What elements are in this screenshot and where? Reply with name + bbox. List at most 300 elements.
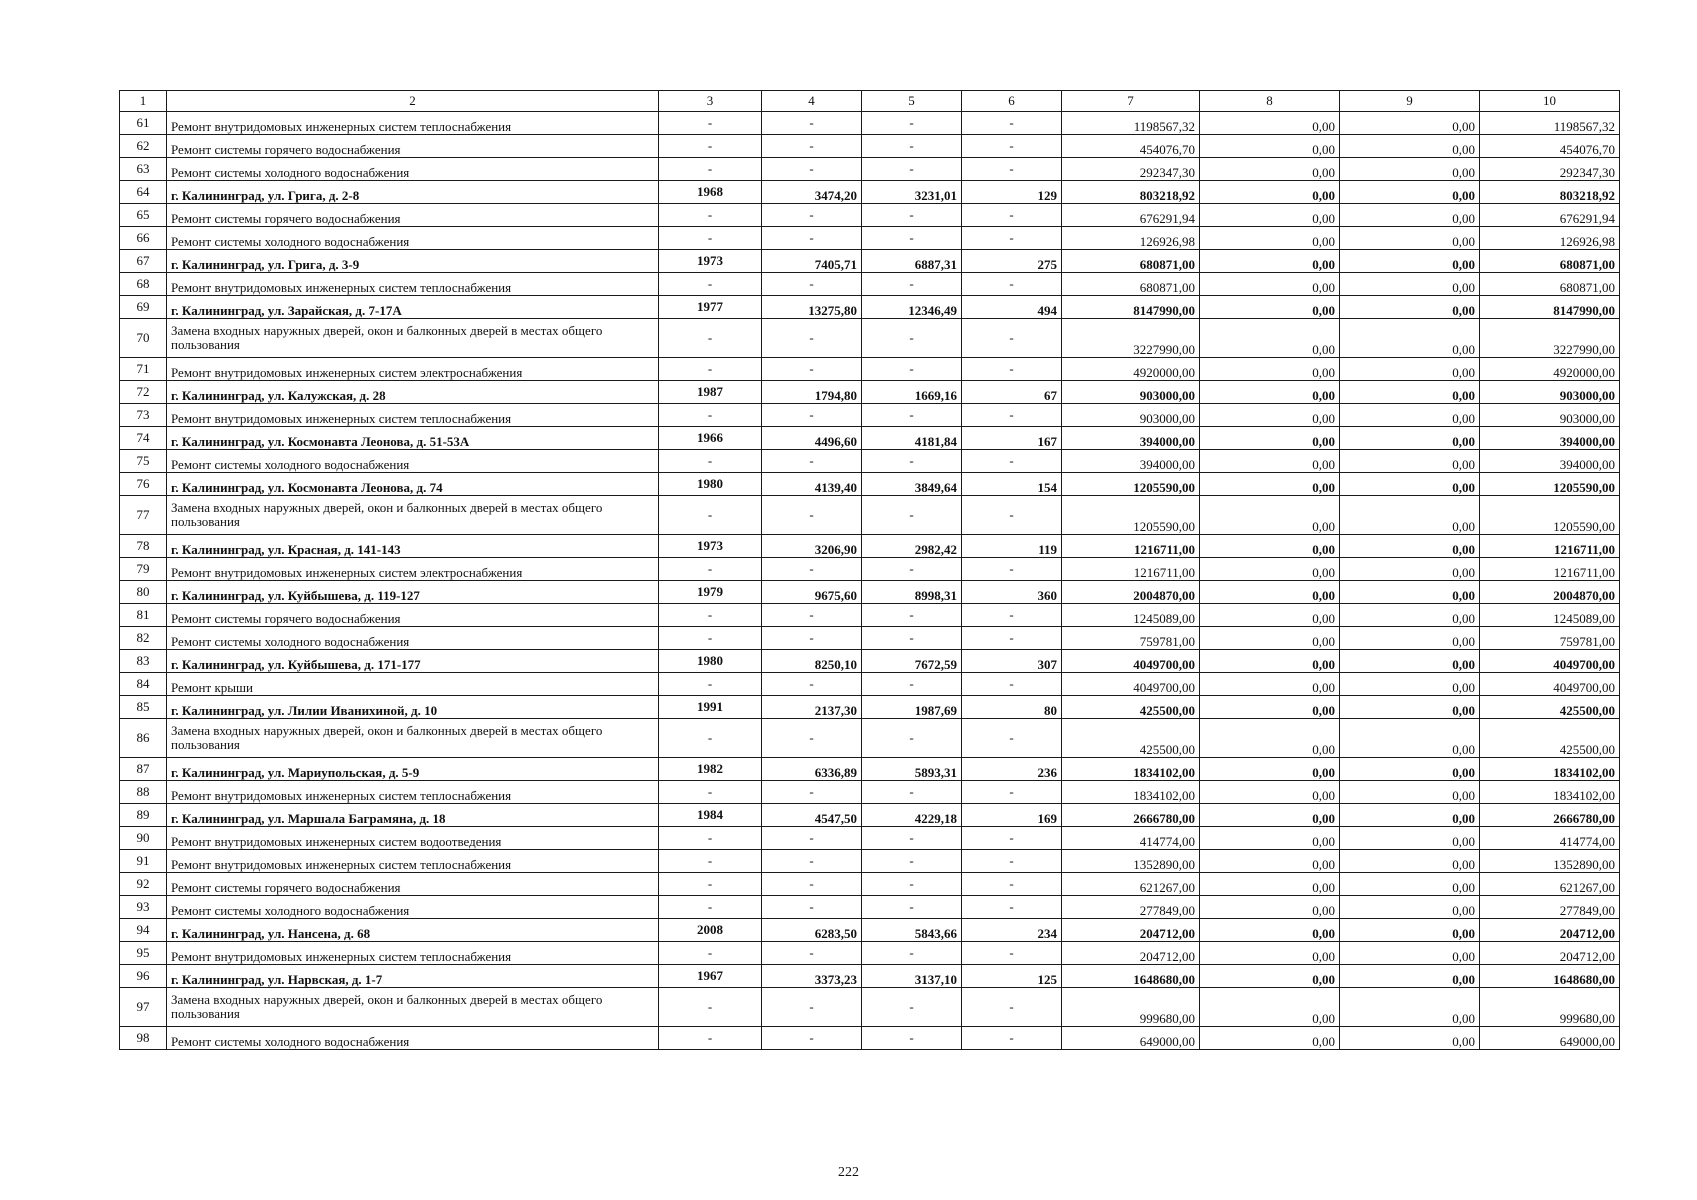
cell-cost-budget: 0,00: [1340, 719, 1480, 758]
cell-cost-fund: 0,00: [1200, 965, 1340, 988]
cell-area-total: -: [762, 404, 862, 427]
cell-cost-owners: 454076,70: [1480, 135, 1620, 158]
cell-cost-fund: 0,00: [1200, 204, 1340, 227]
cell-cost-owners: 4049700,00: [1480, 673, 1620, 696]
row-number: 61: [120, 112, 167, 135]
cell-cost-total: 676291,94: [1062, 204, 1200, 227]
cell-cost-fund: 0,00: [1200, 673, 1340, 696]
cell-cost-fund: 0,00: [1200, 404, 1340, 427]
cell-area-living: 5893,31: [862, 758, 962, 781]
cell-area-total: 9675,60: [762, 581, 862, 604]
cell-residents: -: [962, 942, 1062, 965]
cell-area-living: 12346,49: [862, 296, 962, 319]
cell-year: -: [659, 988, 762, 1027]
cell-area-total: -: [762, 558, 862, 581]
cell-year: -: [659, 604, 762, 627]
cell-year: -: [659, 896, 762, 919]
column-header: 3: [659, 91, 762, 112]
cell-cost-total: 3227990,00: [1062, 319, 1200, 358]
cell-cost-budget: 0,00: [1340, 558, 1480, 581]
row-title: Ремонт системы горячего водоснабжения: [167, 873, 659, 896]
cell-cost-budget: 0,00: [1340, 296, 1480, 319]
cell-cost-owners: 292347,30: [1480, 158, 1620, 181]
cell-residents: -: [962, 988, 1062, 1027]
row-number: 62: [120, 135, 167, 158]
row-number: 88: [120, 781, 167, 804]
cell-cost-owners: 649000,00: [1480, 1027, 1620, 1050]
cell-cost-fund: 0,00: [1200, 650, 1340, 673]
row-number: 81: [120, 604, 167, 627]
cell-year: -: [659, 719, 762, 758]
cell-residents: -: [962, 873, 1062, 896]
row-title: г. Калининград, ул. Лилии Иванихиной, д. 10: [167, 696, 659, 719]
cell-cost-budget: 0,00: [1340, 135, 1480, 158]
cell-cost-budget: 0,00: [1340, 250, 1480, 273]
row-number: 96: [120, 965, 167, 988]
row-title: Ремонт системы горячего водоснабжения: [167, 135, 659, 158]
cell-cost-budget: 0,00: [1340, 381, 1480, 404]
cell-cost-total: 4049700,00: [1062, 650, 1200, 673]
cell-cost-fund: 0,00: [1200, 896, 1340, 919]
row-title: Ремонт внутридомовых инженерных систем электроснабжения: [167, 358, 659, 381]
cell-cost-owners: 803218,92: [1480, 181, 1620, 204]
cell-area-total: 7405,71: [762, 250, 862, 273]
cell-cost-budget: 0,00: [1340, 850, 1480, 873]
cell-cost-fund: 0,00: [1200, 604, 1340, 627]
cell-year: 1973: [659, 250, 762, 273]
cell-cost-total: 759781,00: [1062, 627, 1200, 650]
cell-residents: 234: [962, 919, 1062, 942]
cell-area-total: -: [762, 781, 862, 804]
cell-area-total: 3474,20: [762, 181, 862, 204]
cell-cost-total: 204712,00: [1062, 919, 1200, 942]
cell-cost-fund: 0,00: [1200, 696, 1340, 719]
cell-area-total: 3373,23: [762, 965, 862, 988]
cell-cost-owners: 4049700,00: [1480, 650, 1620, 673]
cell-residents: -: [962, 827, 1062, 850]
cell-area-living: -: [862, 158, 962, 181]
cell-area-total: 4496,60: [762, 427, 862, 450]
cell-cost-owners: 1834102,00: [1480, 781, 1620, 804]
cell-year: -: [659, 227, 762, 250]
cell-cost-total: 394000,00: [1062, 450, 1200, 473]
work-row: [120, 135, 1620, 158]
row-title: Ремонт системы горячего водоснабжения: [167, 604, 659, 627]
cell-cost-fund: 0,00: [1200, 250, 1340, 273]
row-title: Замена входных наружных дверей, окон и балконных дверей в местах общего пользования: [167, 496, 659, 535]
address-row: [120, 758, 1620, 781]
cell-area-total: 3206,90: [762, 535, 862, 558]
cell-cost-owners: 903000,00: [1480, 404, 1620, 427]
cell-area-total: 4139,40: [762, 473, 862, 496]
cell-area-living: -: [862, 673, 962, 696]
row-number: 97: [120, 988, 167, 1027]
work-row: [120, 781, 1620, 804]
address-row: [120, 804, 1620, 827]
cell-area-living: -: [862, 827, 962, 850]
row-title: Ремонт внутридомовых инженерных систем теплоснабжения: [167, 850, 659, 873]
cell-cost-budget: 0,00: [1340, 650, 1480, 673]
cell-cost-fund: 0,00: [1200, 319, 1340, 358]
cell-cost-budget: 0,00: [1340, 919, 1480, 942]
cell-year: -: [659, 158, 762, 181]
cell-cost-owners: 1216711,00: [1480, 535, 1620, 558]
cell-cost-owners: 1205590,00: [1480, 473, 1620, 496]
cell-year: -: [659, 850, 762, 873]
cell-cost-total: 425500,00: [1062, 719, 1200, 758]
cell-area-total: -: [762, 135, 862, 158]
cell-cost-fund: 0,00: [1200, 158, 1340, 181]
work-row: [120, 896, 1620, 919]
work-row: [120, 273, 1620, 296]
address-row: [120, 427, 1620, 450]
row-title: г. Калининград, ул. Куйбышева, д. 171-177: [167, 650, 659, 673]
cell-cost-total: 204712,00: [1062, 942, 1200, 965]
work-row: [120, 1027, 1620, 1050]
cell-cost-fund: 0,00: [1200, 781, 1340, 804]
cell-area-total: -: [762, 896, 862, 919]
cell-year: -: [659, 496, 762, 535]
cell-area-total: -: [762, 604, 862, 627]
cell-cost-fund: 0,00: [1200, 627, 1340, 650]
cell-area-living: -: [862, 850, 962, 873]
cell-cost-budget: 0,00: [1340, 1027, 1480, 1050]
cell-area-living: -: [862, 319, 962, 358]
work-row: [120, 719, 1620, 758]
row-title: г. Калининград, ул. Куйбышева, д. 119-127: [167, 581, 659, 604]
row-number: 92: [120, 873, 167, 896]
row-title: Ремонт системы холодного водоснабжения: [167, 1027, 659, 1050]
cell-cost-owners: 425500,00: [1480, 719, 1620, 758]
cell-cost-owners: 1198567,32: [1480, 112, 1620, 135]
address-row: [120, 650, 1620, 673]
row-number: 76: [120, 473, 167, 496]
cell-cost-fund: 0,00: [1200, 496, 1340, 535]
cell-cost-total: 425500,00: [1062, 696, 1200, 719]
cell-cost-total: 8147990,00: [1062, 296, 1200, 319]
column-header: 5: [862, 91, 962, 112]
row-title: г. Калининград, ул. Грига, д. 2-8: [167, 181, 659, 204]
cell-residents: 129: [962, 181, 1062, 204]
cell-year: -: [659, 1027, 762, 1050]
cell-cost-budget: 0,00: [1340, 496, 1480, 535]
cell-area-living: -: [862, 627, 962, 650]
cell-area-total: -: [762, 1027, 862, 1050]
row-number: 64: [120, 181, 167, 204]
cell-residents: -: [962, 112, 1062, 135]
row-number: 93: [120, 896, 167, 919]
cell-residents: -: [962, 273, 1062, 296]
row-title: г. Калининград, ул. Космонавта Леонова, д. 51-53А: [167, 427, 659, 450]
cell-cost-budget: 0,00: [1340, 827, 1480, 850]
cell-cost-owners: 676291,94: [1480, 204, 1620, 227]
cell-cost-owners: 1245089,00: [1480, 604, 1620, 627]
row-number: 71: [120, 358, 167, 381]
cell-area-total: -: [762, 450, 862, 473]
cell-cost-budget: 0,00: [1340, 965, 1480, 988]
cell-cost-total: 903000,00: [1062, 404, 1200, 427]
cell-residents: -: [962, 850, 1062, 873]
cell-area-total: -: [762, 942, 862, 965]
cell-area-total: -: [762, 496, 862, 535]
row-title: г. Калининград, ул. Маршала Баграмяна, д. 18: [167, 804, 659, 827]
cell-cost-total: 1834102,00: [1062, 781, 1200, 804]
cell-cost-owners: 1352890,00: [1480, 850, 1620, 873]
address-row: [120, 473, 1620, 496]
row-number: 67: [120, 250, 167, 273]
cell-residents: -: [962, 781, 1062, 804]
row-number: 69: [120, 296, 167, 319]
cell-cost-budget: 0,00: [1340, 404, 1480, 427]
column-header: 8: [1200, 91, 1340, 112]
row-number: 87: [120, 758, 167, 781]
cell-cost-total: 1198567,32: [1062, 112, 1200, 135]
cell-cost-fund: 0,00: [1200, 135, 1340, 158]
column-header: 6: [962, 91, 1062, 112]
cell-residents: 236: [962, 758, 1062, 781]
cell-year: -: [659, 558, 762, 581]
work-row: [120, 450, 1620, 473]
cell-cost-owners: 759781,00: [1480, 627, 1620, 650]
cell-area-total: -: [762, 273, 862, 296]
cell-cost-fund: 0,00: [1200, 804, 1340, 827]
cell-year: 1980: [659, 650, 762, 673]
cell-cost-owners: 204712,00: [1480, 942, 1620, 965]
row-title: Замена входных наружных дверей, окон и балконных дверей в местах общего пользования: [167, 319, 659, 358]
row-number: 91: [120, 850, 167, 873]
cell-cost-total: 1216711,00: [1062, 535, 1200, 558]
cell-cost-budget: 0,00: [1340, 988, 1480, 1027]
cell-area-total: -: [762, 719, 862, 758]
cell-cost-budget: 0,00: [1340, 535, 1480, 558]
row-number: 83: [120, 650, 167, 673]
cell-year: 1991: [659, 696, 762, 719]
address-row: [120, 296, 1620, 319]
cell-cost-total: 1834102,00: [1062, 758, 1200, 781]
cell-cost-fund: 0,00: [1200, 873, 1340, 896]
work-row: [120, 988, 1620, 1027]
cell-year: 1968: [659, 181, 762, 204]
cell-cost-budget: 0,00: [1340, 112, 1480, 135]
cell-area-living: 5843,66: [862, 919, 962, 942]
row-number: 84: [120, 673, 167, 696]
cell-cost-owners: 1834102,00: [1480, 758, 1620, 781]
row-title: г. Калининград, ул. Мариупольская, д. 5-9: [167, 758, 659, 781]
cell-cost-budget: 0,00: [1340, 942, 1480, 965]
cell-year: 1973: [659, 535, 762, 558]
row-title: Ремонт внутридомовых инженерных систем теплоснабжения: [167, 404, 659, 427]
cell-cost-fund: 0,00: [1200, 273, 1340, 296]
cell-cost-owners: 999680,00: [1480, 988, 1620, 1027]
cell-cost-budget: 0,00: [1340, 273, 1480, 296]
row-number: 73: [120, 404, 167, 427]
cell-cost-budget: 0,00: [1340, 804, 1480, 827]
row-title: Ремонт системы холодного водоснабжения: [167, 450, 659, 473]
cell-cost-owners: 1205590,00: [1480, 496, 1620, 535]
cell-cost-owners: 8147990,00: [1480, 296, 1620, 319]
cell-year: 2008: [659, 919, 762, 942]
address-row: [120, 965, 1620, 988]
cell-residents: 494: [962, 296, 1062, 319]
cell-residents: -: [962, 558, 1062, 581]
work-row: [120, 942, 1620, 965]
cell-residents: -: [962, 719, 1062, 758]
cell-cost-budget: 0,00: [1340, 227, 1480, 250]
row-number: 86: [120, 719, 167, 758]
cell-cost-budget: 0,00: [1340, 604, 1480, 627]
work-row: [120, 204, 1620, 227]
cell-year: -: [659, 404, 762, 427]
cell-cost-fund: 0,00: [1200, 1027, 1340, 1050]
cell-area-living: -: [862, 942, 962, 965]
cell-cost-budget: 0,00: [1340, 181, 1480, 204]
work-row: [120, 496, 1620, 535]
cell-cost-budget: 0,00: [1340, 758, 1480, 781]
cell-residents: 67: [962, 381, 1062, 404]
cell-area-living: 1669,16: [862, 381, 962, 404]
cell-cost-fund: 0,00: [1200, 535, 1340, 558]
row-title: Ремонт системы холодного водоснабжения: [167, 896, 659, 919]
cell-cost-fund: 0,00: [1200, 181, 1340, 204]
cell-cost-total: 621267,00: [1062, 873, 1200, 896]
cell-cost-total: 1352890,00: [1062, 850, 1200, 873]
cell-cost-total: 4920000,00: [1062, 358, 1200, 381]
cell-cost-total: 803218,92: [1062, 181, 1200, 204]
cell-residents: -: [962, 673, 1062, 696]
row-title: Ремонт крыши: [167, 673, 659, 696]
cell-year: 1967: [659, 965, 762, 988]
cell-cost-fund: 0,00: [1200, 988, 1340, 1027]
row-title: Ремонт внутридомовых инженерных систем теплоснабжения: [167, 781, 659, 804]
cell-area-total: 6336,89: [762, 758, 862, 781]
cell-cost-owners: 394000,00: [1480, 450, 1620, 473]
cell-cost-owners: 4920000,00: [1480, 358, 1620, 381]
cell-cost-total: 680871,00: [1062, 250, 1200, 273]
cell-cost-owners: 1648680,00: [1480, 965, 1620, 988]
cell-area-total: -: [762, 158, 862, 181]
work-row: [120, 850, 1620, 873]
cell-cost-total: 454076,70: [1062, 135, 1200, 158]
cell-residents: 275: [962, 250, 1062, 273]
cell-cost-budget: 0,00: [1340, 427, 1480, 450]
cell-residents: -: [962, 604, 1062, 627]
work-row: [120, 604, 1620, 627]
row-title: Ремонт внутридомовых инженерных систем электроснабжения: [167, 558, 659, 581]
row-number: 77: [120, 496, 167, 535]
cell-cost-budget: 0,00: [1340, 450, 1480, 473]
cell-cost-total: 1245089,00: [1062, 604, 1200, 627]
row-number: 65: [120, 204, 167, 227]
work-row: [120, 112, 1620, 135]
cell-cost-budget: 0,00: [1340, 473, 1480, 496]
cell-area-living: -: [862, 896, 962, 919]
cell-cost-total: 1216711,00: [1062, 558, 1200, 581]
cell-residents: -: [962, 496, 1062, 535]
row-title: Ремонт системы холодного водоснабжения: [167, 627, 659, 650]
cell-cost-fund: 0,00: [1200, 942, 1340, 965]
cell-cost-budget: 0,00: [1340, 581, 1480, 604]
work-row: [120, 873, 1620, 896]
cell-cost-budget: 0,00: [1340, 358, 1480, 381]
address-row: [120, 181, 1620, 204]
cell-area-living: -: [862, 719, 962, 758]
row-number: 75: [120, 450, 167, 473]
cell-residents: -: [962, 358, 1062, 381]
cell-year: -: [659, 673, 762, 696]
cell-residents: -: [962, 204, 1062, 227]
cell-cost-owners: 126926,98: [1480, 227, 1620, 250]
cell-residents: 125: [962, 965, 1062, 988]
address-row: [120, 535, 1620, 558]
cell-year: 1979: [659, 581, 762, 604]
row-number: 66: [120, 227, 167, 250]
column-header: 10: [1480, 91, 1620, 112]
cell-cost-owners: 903000,00: [1480, 381, 1620, 404]
cell-cost-owners: 277849,00: [1480, 896, 1620, 919]
cell-residents: -: [962, 319, 1062, 358]
cell-year: 1984: [659, 804, 762, 827]
cell-area-total: 1794,80: [762, 381, 862, 404]
cell-area-living: -: [862, 558, 962, 581]
cell-cost-fund: 0,00: [1200, 381, 1340, 404]
column-number-row: [120, 91, 1620, 112]
work-row: [120, 558, 1620, 581]
cell-cost-budget: 0,00: [1340, 896, 1480, 919]
cell-area-living: 1987,69: [862, 696, 962, 719]
cell-area-total: 8250,10: [762, 650, 862, 673]
cell-cost-fund: 0,00: [1200, 358, 1340, 381]
row-title: г. Калининград, ул. Красная, д. 141-143: [167, 535, 659, 558]
row-number: 89: [120, 804, 167, 827]
cell-cost-budget: 0,00: [1340, 781, 1480, 804]
cell-cost-total: 126926,98: [1062, 227, 1200, 250]
cell-cost-fund: 0,00: [1200, 112, 1340, 135]
cell-cost-total: 277849,00: [1062, 896, 1200, 919]
cell-residents: 80: [962, 696, 1062, 719]
row-number: 85: [120, 696, 167, 719]
cell-area-total: 4547,50: [762, 804, 862, 827]
cell-cost-owners: 425500,00: [1480, 696, 1620, 719]
cell-cost-budget: 0,00: [1340, 158, 1480, 181]
cell-cost-budget: 0,00: [1340, 873, 1480, 896]
row-title: Ремонт внутридомовых инженерных систем водоотведения: [167, 827, 659, 850]
cell-cost-total: 394000,00: [1062, 427, 1200, 450]
cell-residents: -: [962, 450, 1062, 473]
cell-area-living: -: [862, 1027, 962, 1050]
cell-area-living: -: [862, 496, 962, 535]
cell-area-living: -: [862, 135, 962, 158]
cell-cost-fund: 0,00: [1200, 850, 1340, 873]
cell-cost-fund: 0,00: [1200, 473, 1340, 496]
cell-cost-budget: 0,00: [1340, 319, 1480, 358]
cell-cost-owners: 2004870,00: [1480, 581, 1620, 604]
cell-year: 1977: [659, 296, 762, 319]
cell-cost-owners: 621267,00: [1480, 873, 1620, 896]
work-row: [120, 358, 1620, 381]
cell-cost-budget: 0,00: [1340, 627, 1480, 650]
cell-area-total: -: [762, 112, 862, 135]
column-header: 1: [120, 91, 167, 112]
cell-area-living: -: [862, 404, 962, 427]
cell-cost-total: 1648680,00: [1062, 965, 1200, 988]
row-title: г. Калининград, ул. Зарайская, д. 7-17А: [167, 296, 659, 319]
cell-area-total: 2137,30: [762, 696, 862, 719]
cell-year: 1966: [659, 427, 762, 450]
cell-year: -: [659, 827, 762, 850]
cell-residents: 119: [962, 535, 1062, 558]
cell-year: -: [659, 873, 762, 896]
row-number: 94: [120, 919, 167, 942]
